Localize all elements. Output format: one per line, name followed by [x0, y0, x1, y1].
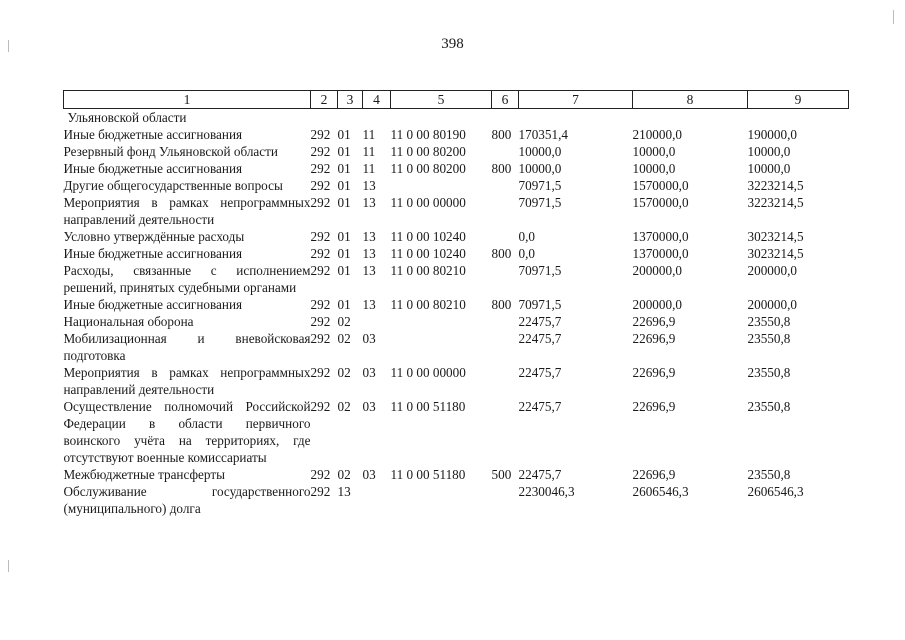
- cell-value-col9: 23550,8: [747, 314, 791, 329]
- cell-target-article: 11 0 00 80200: [390, 144, 466, 159]
- column-header: 7: [519, 91, 633, 109]
- cell-value-col7: 70971,5: [518, 195, 562, 210]
- cell-value-col9: 200000,0: [747, 263, 797, 278]
- cell-subsection-code: 03: [362, 467, 376, 482]
- cell-subsection-code: [363, 313, 391, 330]
- cell-section-code: 01: [337, 161, 351, 176]
- cell-value-col9: 3223214,5: [747, 195, 804, 210]
- cell-admin-code: 292: [310, 229, 331, 244]
- cell-subsection-code: [363, 483, 391, 517]
- cell-expense-type: 800: [491, 246, 512, 261]
- margin-mark: [8, 560, 9, 572]
- row-name: Межбюджетные трансферты: [63, 467, 225, 482]
- cell-value-col7: 70971,5: [518, 178, 562, 193]
- cell-value-col9: 23550,8: [747, 331, 791, 346]
- row-name: Другие общегосударственные вопросы: [63, 178, 283, 193]
- cell-value-col7: 22475,7: [518, 399, 562, 414]
- cell-value-col8: 1570000,0: [632, 178, 689, 193]
- cell-target-article: [391, 313, 492, 330]
- cell-section-code: 01: [337, 144, 351, 159]
- cell-value-col9: 3223214,5: [747, 178, 804, 193]
- row-name: Иные бюджетные ассигнования: [63, 161, 243, 176]
- cell-value-col9: 23550,8: [747, 467, 791, 482]
- cell-subsection-code: 03: [362, 399, 376, 414]
- row-name: Мероприятия в рамках непрограммных направлений деятельности: [63, 365, 311, 397]
- cell-value-col9: 3023214,5: [747, 229, 804, 244]
- cell-value-col9: 10000,0: [747, 161, 791, 176]
- table-row: [64, 330, 849, 364]
- table-row: [64, 313, 849, 330]
- cell-value-col7: 10000,0: [518, 161, 562, 176]
- cell-value-col8: 1370000,0: [632, 246, 689, 261]
- cell-target-article: 11 0 00 10240: [390, 229, 466, 244]
- table-row: [64, 160, 849, 177]
- row-name: Иные бюджетные ассигнования: [63, 297, 243, 312]
- margin-mark: [8, 40, 9, 52]
- cell-admin-code: 292: [310, 467, 331, 482]
- table-row: [64, 245, 849, 262]
- cell-admin-code: 292: [310, 314, 331, 329]
- row-name: Условно утверждённые расходы: [63, 229, 245, 244]
- cell-section-code: 01: [337, 195, 351, 210]
- cell-subsection-code: 13: [362, 263, 376, 278]
- cell-admin-code: 292: [310, 246, 331, 261]
- cell-subsection-code: 13: [362, 195, 376, 210]
- cell-expense-type: [492, 194, 519, 228]
- cell-value-col7: 22475,7: [518, 331, 562, 346]
- cell-target-article: 11 0 00 10240: [390, 246, 466, 261]
- cell-admin-code: 292: [310, 127, 331, 142]
- cell-expense-type: 800: [491, 127, 512, 142]
- cell-value-col7: 0,0: [518, 246, 535, 261]
- cell-subsection-code: 11: [362, 127, 376, 142]
- cell-admin-code: 292: [310, 195, 331, 210]
- cell-target-article: 11 0 00 00000: [390, 365, 466, 380]
- cell-section-code: 01: [337, 229, 351, 244]
- table-row: [64, 364, 849, 398]
- cell-value-col8: 1370000,0: [632, 229, 689, 244]
- cell-value-col8: 210000,0: [632, 127, 682, 142]
- cell-value-col8: 2606546,3: [632, 484, 689, 499]
- cell-value-col7: 70971,5: [518, 263, 562, 278]
- cell-value-col8: 1570000,0: [632, 195, 689, 210]
- row-name: Национальная оборона: [63, 314, 194, 329]
- cell-expense-type: 800: [491, 297, 512, 312]
- cell-value-col7: 170351,4: [518, 127, 568, 142]
- cell-value-col7: 22475,7: [518, 314, 562, 329]
- cell-target-article: [391, 177, 492, 194]
- cell-target-article: [391, 330, 492, 364]
- cell-admin-code: 292: [310, 263, 331, 278]
- cell-admin-code: 292: [310, 178, 331, 193]
- table-row: [64, 143, 849, 160]
- cell-target-article: 11 0 00 00000: [390, 195, 466, 210]
- table-row: [64, 398, 849, 466]
- cell-expense-type: 500: [491, 467, 512, 482]
- cell-subsection-code: 03: [362, 331, 376, 346]
- cell-value-col8: 200000,0: [632, 297, 682, 312]
- cell-value-col8: 22696,9: [632, 399, 676, 414]
- cell-section-code: 01: [337, 178, 351, 193]
- cell-subsection-code: 13: [362, 246, 376, 261]
- cell-section-code: 02: [337, 365, 351, 380]
- cell-value-col9: 2606546,3: [747, 484, 804, 499]
- cell-section-code: 01: [337, 263, 351, 278]
- budget-table: [63, 90, 849, 517]
- cell-value-col9: 200000,0: [747, 297, 797, 312]
- cell-section-code: 01: [337, 127, 351, 142]
- cell-target-article: [391, 483, 492, 517]
- cell-target-article: 11 0 00 51180: [390, 467, 466, 482]
- cell-admin-code: 292: [310, 365, 331, 380]
- cell-section-code: 01: [337, 246, 351, 261]
- cell-value-col8: 200000,0: [632, 263, 682, 278]
- cell-admin-code: 292: [310, 161, 331, 176]
- cell-expense-type: [492, 177, 519, 194]
- cell-section-code: 02: [337, 399, 351, 414]
- row-name: Расходы, связанные с исполнением решений, принятых судебными органами: [63, 263, 311, 295]
- column-header: 5: [391, 91, 492, 109]
- cell-admin-code: 292: [310, 144, 331, 159]
- row-name: Обслуживание государственного (муниципального) долга: [63, 484, 311, 516]
- cell-subsection-code: 03: [362, 365, 376, 380]
- cell-value-col7: 10000,0: [518, 144, 562, 159]
- cell-value-col9: 23550,8: [747, 399, 791, 414]
- cell-value-col9: 23550,8: [747, 365, 791, 380]
- row-name: Мероприятия в рамках непрограммных направлений деятельности: [63, 195, 311, 227]
- cell-section-code: 02: [337, 467, 351, 482]
- cell-section-code: 02: [337, 331, 351, 346]
- column-header: 2: [311, 91, 338, 109]
- cell-value-col7: 2230046,3: [518, 484, 575, 499]
- column-header: 1: [64, 91, 311, 109]
- cell-expense-type: [492, 330, 519, 364]
- cell-admin-code: 292: [310, 399, 331, 414]
- table-row: [64, 262, 849, 296]
- cell-section-code: 13: [337, 484, 351, 499]
- cell-expense-type: [492, 313, 519, 330]
- cell-target-article: 11 0 00 80210: [390, 263, 466, 278]
- cell-expense-type: [492, 398, 519, 466]
- cell-subsection-code: 13: [362, 297, 376, 312]
- section-title: Ульяновской области: [67, 110, 187, 125]
- cell-value-col9: 190000,0: [747, 127, 797, 142]
- column-header: 8: [633, 91, 748, 109]
- column-header: 3: [338, 91, 363, 109]
- cell-expense-type: [492, 262, 519, 296]
- row-name: Осуществление полномочий Российской Федерации в области первичного воинского учёта на территориях, где отсутствуют военные комиссариаты: [63, 399, 311, 465]
- cell-target-article: 11 0 00 80210: [390, 297, 466, 312]
- section-title-row: [64, 109, 849, 127]
- row-name: Иные бюджетные ассигнования: [63, 246, 243, 261]
- cell-admin-code: 292: [310, 331, 331, 346]
- cell-value-col7: 22475,7: [518, 365, 562, 380]
- row-name: Мобилизационная и вневойсковая подготовка: [63, 331, 311, 363]
- cell-value-col9: 10000,0: [747, 144, 791, 159]
- cell-expense-type: [492, 483, 519, 517]
- cell-expense-type: [492, 228, 519, 245]
- cell-subsection-code: 11: [362, 144, 376, 159]
- table-row: [64, 483, 849, 517]
- cell-expense-type: [492, 364, 519, 398]
- table-row: [64, 296, 849, 313]
- cell-section-code: 01: [337, 297, 351, 312]
- margin-mark: [893, 10, 894, 24]
- cell-subsection-code: 13: [362, 178, 376, 193]
- cell-value-col8: 22696,9: [632, 365, 676, 380]
- page-number: 398: [441, 36, 464, 52]
- cell-value-col8: 22696,9: [632, 314, 676, 329]
- cell-value-col7: 22475,7: [518, 467, 562, 482]
- cell-subsection-code: 13: [362, 229, 376, 244]
- cell-value-col7: 70971,5: [518, 297, 562, 312]
- cell-value-col8: 10000,0: [632, 161, 676, 176]
- cell-subsection-code: 11: [362, 161, 376, 176]
- cell-target-article: 11 0 00 80190: [390, 127, 466, 142]
- column-header: 9: [748, 91, 849, 109]
- cell-value-col7: 0,0: [518, 229, 535, 244]
- cell-value-col8: 10000,0: [632, 144, 676, 159]
- cell-target-article: 11 0 00 80200: [390, 161, 466, 176]
- cell-section-code: 02: [337, 314, 351, 329]
- table-row: [64, 194, 849, 228]
- row-name: Иные бюджетные ассигнования: [63, 127, 243, 142]
- cell-admin-code: 292: [310, 484, 331, 499]
- row-name: Резервный фонд Ульяновской области: [63, 144, 278, 159]
- table-row: [64, 466, 849, 483]
- cell-admin-code: 292: [310, 297, 331, 312]
- cell-value-col8: 22696,9: [632, 331, 676, 346]
- header-row: [64, 91, 849, 109]
- table-row: [64, 126, 849, 143]
- cell-expense-type: [492, 143, 519, 160]
- column-header: 6: [492, 91, 519, 109]
- cell-value-col9: 3023214,5: [747, 246, 804, 261]
- cell-target-article: 11 0 00 51180: [390, 399, 466, 414]
- cell-value-col8: 22696,9: [632, 467, 676, 482]
- table-row: [64, 228, 849, 245]
- cell-expense-type: 800: [491, 161, 512, 176]
- column-header: 4: [363, 91, 391, 109]
- table-row: [64, 177, 849, 194]
